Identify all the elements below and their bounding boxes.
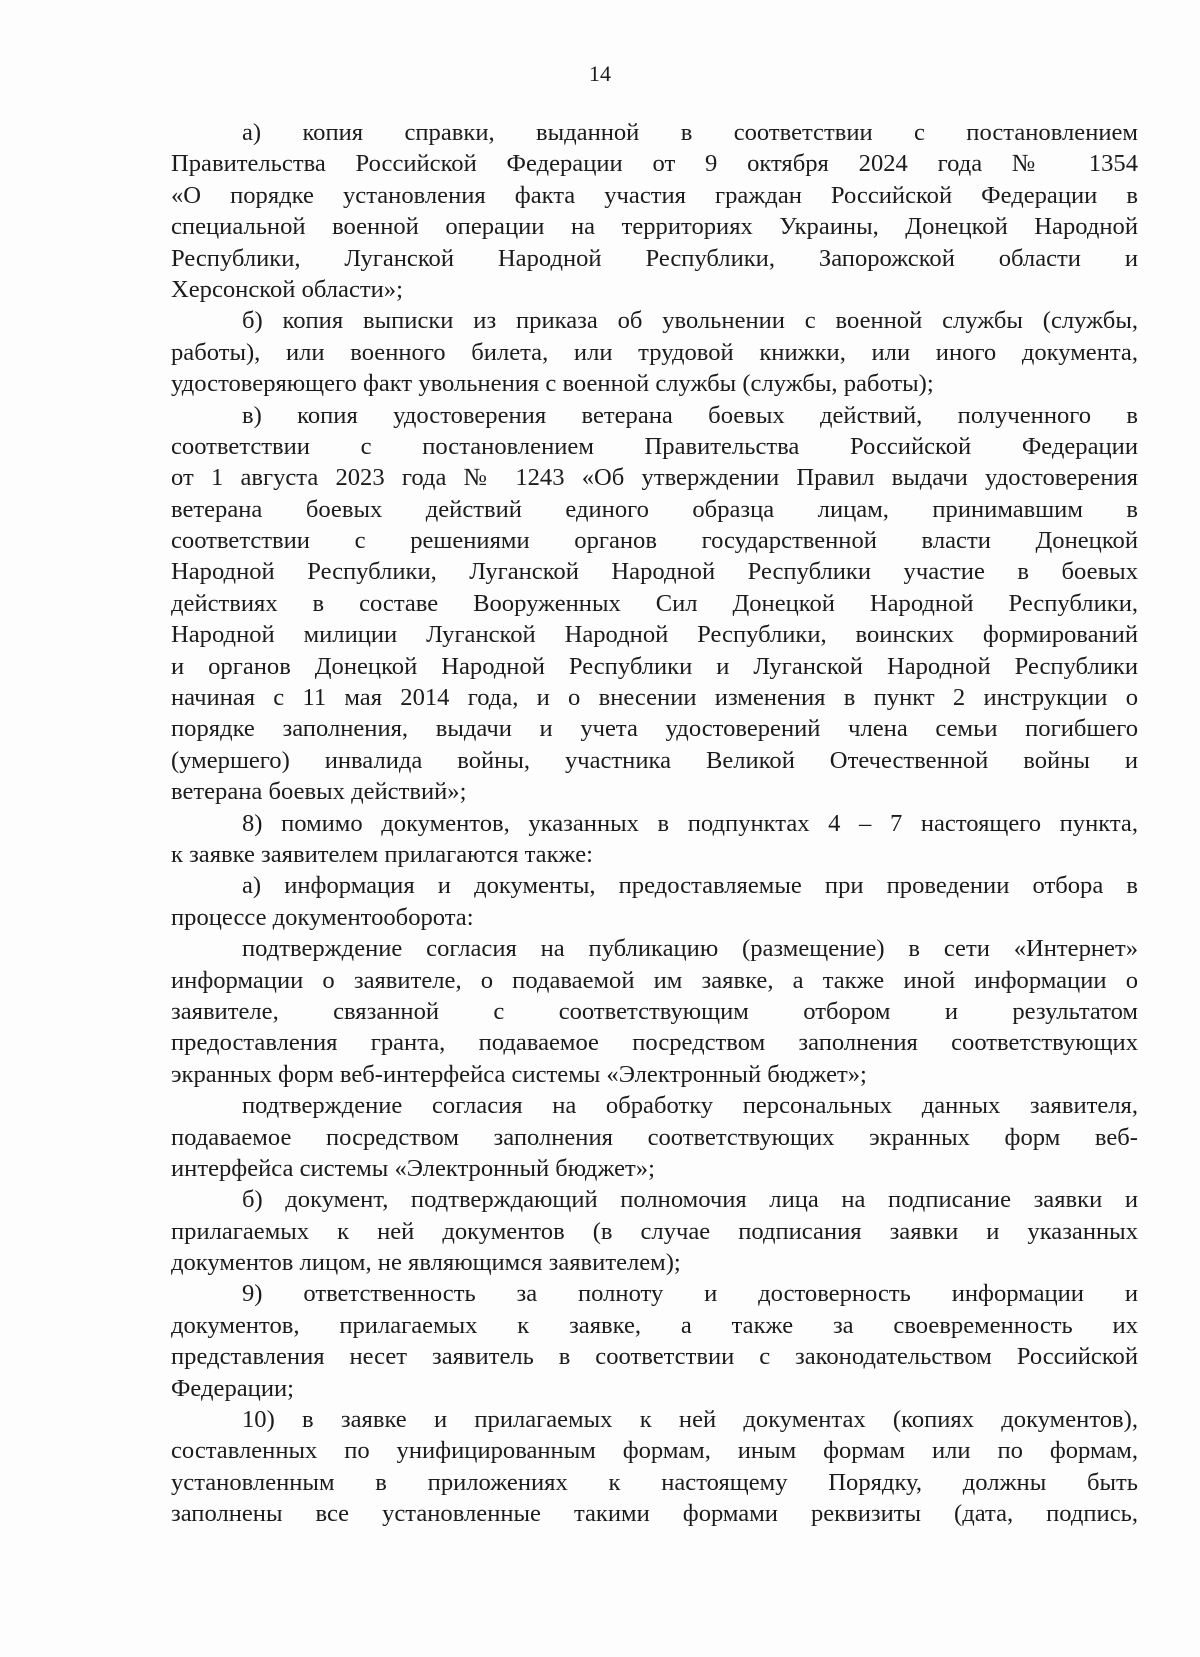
text-line: Правительства Российской Федерации от 9 октября 2024 года № 1354 xyxy=(171,150,1138,178)
text-line: Народной Республики, Луганской Народной Республики участие в боевых xyxy=(171,558,1138,586)
text-line: соответствии с решениями органов государственной власти Донецкой xyxy=(171,527,1138,555)
text-line: интерфейса системы «Электронный бюджет»; xyxy=(171,1154,655,1182)
text-line: порядке заполнения, выдачи и учета удостоверений члена семьи погибшего xyxy=(171,715,1138,743)
text-line: процессе документооборота: xyxy=(171,903,474,931)
text-line: подаваемое посредством заполнения соответствующих экранных форм веб- xyxy=(171,1123,1138,1151)
text-line: представления несет заявитель в соответствии с законодательством Российской xyxy=(171,1343,1138,1371)
text-line: начиная с 11 мая 2014 года, и о внесении изменения в пункт 2 инструкции о xyxy=(171,684,1138,712)
text-line: от 1 августа 2023 года № 1243 «Об утверждении Правил выдачи удостоверения xyxy=(171,464,1138,492)
text-line: документов, прилагаемых к заявке, а также за своевременность их xyxy=(171,1311,1138,1339)
text-line: (умершего) инвалида войны, участника Великой Отечественной войны и xyxy=(171,746,1138,774)
text-line: заявителе, связанной с соответствующим отбором и результатом xyxy=(171,997,1138,1025)
text-line: прилагаемых к ней документов (в случае подписания заявки и указанных xyxy=(171,1217,1138,1245)
text-line: а) информация и документы, предоставляемые при проведении отбора в xyxy=(242,872,1138,900)
text-line: соответствии с постановлением Правительства Российской Федерации xyxy=(171,432,1138,460)
text-line: и органов Донецкой Народной Республики и Луганской Народной Республики xyxy=(171,652,1138,680)
text-line: действиях в составе Вооруженных Сил Донецкой Народной Республики, xyxy=(171,589,1138,617)
text-line: «О порядке установления факта участия граждан Российской Федерации в xyxy=(171,181,1138,209)
text-line: специальной военной операции на территориях Украины, Донецкой Народной xyxy=(171,213,1138,241)
text-line: предоставления гранта, подаваемое посредством заполнения соответствующих xyxy=(171,1029,1138,1057)
text-line: 10) в заявке и прилагаемых к ней документах (копиях документов), xyxy=(242,1406,1138,1434)
text-line: ветерана боевых действий единого образца лицам, принимавшим в xyxy=(171,495,1138,523)
text-line: информации о заявителе, о подаваемой им заявке, а также иной информации о xyxy=(171,966,1138,994)
text-line: 8) помимо документов, указанных в подпунктах 4 – 7 настоящего пункта, xyxy=(242,809,1138,837)
text-line: к заявке заявителем прилагаются также: xyxy=(171,840,593,868)
text-line: б) копия выписки из приказа об увольнении с военной службы (службы, xyxy=(242,307,1138,335)
text-line: Федерации; xyxy=(171,1374,294,1402)
body-text xyxy=(171,117,1138,1530)
text-line: в) копия удостоверения ветерана боевых действий, полученного в xyxy=(242,401,1138,429)
text-line: подтверждение согласия на обработку персональных данных заявителя, xyxy=(242,1092,1138,1120)
text-line: б) документ, подтверждающий полномочия лица на подписание заявки и xyxy=(242,1186,1138,1214)
text-line: экранных форм веб-интерфейса системы «Электронный бюджет»; xyxy=(171,1060,867,1088)
text-line: заполнены все установленные такими формами реквизиты (дата, подпись, xyxy=(171,1500,1138,1528)
text-line: установленным в приложениях к настоящему Порядку, должны быть xyxy=(171,1468,1138,1496)
page-number: 14 xyxy=(589,61,611,86)
text-line: Херсонской области»; xyxy=(171,275,403,303)
text-line: составленных по унифицированным формам, иным формам или по формам, xyxy=(171,1437,1138,1465)
text-line: подтверждение согласия на публикацию (размещение) в сети «Интернет» xyxy=(242,935,1138,963)
text-line: документов лицом, не являющимся заявителем); xyxy=(171,1249,681,1277)
text-line: удостоверяющего факт увольнения с военной службы (службы, работы); xyxy=(171,370,934,398)
text-line: работы), или военного билета, или трудовой книжки, или иного документа, xyxy=(171,338,1138,366)
text-line: Республики, Луганской Народной Республики, Запорожской области и xyxy=(171,244,1138,272)
text-line: Народной милиции Луганской Народной Республики, воинских формирований xyxy=(171,621,1138,649)
text-line: а) копия справки, выданной в соответствии с постановлением xyxy=(242,119,1138,146)
text-line: 9) ответственность за полноту и достоверность информации и xyxy=(242,1280,1138,1308)
text-line: ветерана боевых действий»; xyxy=(171,778,467,806)
